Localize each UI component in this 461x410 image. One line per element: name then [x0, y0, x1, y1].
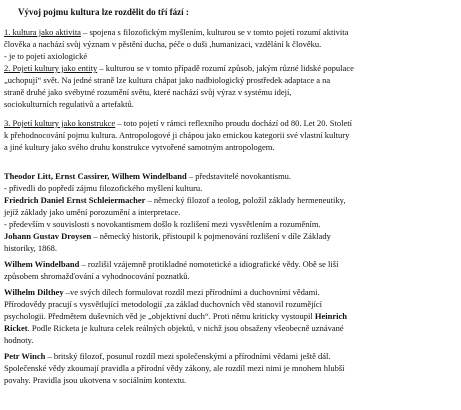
- section3-heading: 3. Pojetí kultury jako konstrukce: [4, 118, 116, 128]
- theorist2-name: Friedrich Daniel Ernst Schleiermacher: [4, 195, 146, 205]
- theorist3-line2: historiky, 1868.: [4, 243, 58, 253]
- theorist5-line2: Přírodovědy pracují s vysvětlující metodologií ,za základ duchovních věd stanovil rozumějící: [4, 299, 322, 309]
- theorist3-text: – německý historik, přistoupil k pojmenování rozlišení v díle Základy: [91, 231, 331, 241]
- theorist6-line3: povahy. Pravidla jsou ukotvena v sociálním kontextu.: [4, 375, 187, 385]
- theorist4-line1: [4, 258, 457, 270]
- heinrich-name: Heinrich: [314, 311, 348, 321]
- theorist2-text: – německý filozof a teolog, položil základy hermeneutiky,: [145, 195, 346, 205]
- section2-line1: [4, 62, 457, 74]
- section1-heading: 1. kultura jako aktivita: [4, 27, 81, 37]
- theorist5-name: Wilhelm Dilthey: [4, 287, 64, 297]
- theorist2-line2: jejíž základy jako umění porozumění a interpretace.: [4, 207, 181, 217]
- theorist2-line3: - především v souvislosti s novokantismem došlo k rozlišení mezi vysvětlením a rozuměním.: [4, 219, 321, 229]
- section2-line1-text: – kulturou se v tomto případě rozumí způsob, jakým různé lidské populace: [97, 63, 354, 73]
- section2-heading: 2. Pojetí kultury jako entity: [4, 63, 98, 73]
- theorist3-line1: [4, 230, 457, 242]
- theorist5-line1: [4, 286, 457, 298]
- section2-line2: „uchopují“ svět. Na jedné straně lze kultura chápat jako nadbiologický prostředek adaptace a na: [4, 75, 331, 85]
- theorist4-line2: způsobem shromažďování a vyhodnocování poznatků.: [4, 271, 190, 281]
- theorist6-line1: [4, 350, 457, 362]
- section1-line1-text: – spojena s filozofickým myšlením, kulturou se v tomto pojetí rozumí aktivita: [80, 27, 349, 37]
- theorist5-line5: hodnoty.: [4, 335, 34, 345]
- theorist1-text: – představitelé novokantismu.: [186, 171, 292, 181]
- section3-line3: a jiné kultury jako svého druhu konstrukce vytvořené samotným antropologem.: [4, 142, 275, 152]
- section1-line1: [4, 26, 457, 38]
- theorist1-names: Theodor Litt, Ernst Cassirer, Wilhem Windelband: [4, 171, 187, 181]
- theorist5-text: –ve svých dílech formulovat rozdíl mezi přírodními a duchovními vědami.: [63, 287, 320, 297]
- ricket-name: Ricket: [4, 323, 28, 333]
- theorist5-line3: [4, 310, 457, 322]
- section2-line3: straně druhé jako svébytné rozumění světu, které nachází svůj výraz v systému idejí,: [4, 87, 292, 97]
- section3-line1: [4, 117, 457, 129]
- theorist3-name: Johann Gustav Droysen: [4, 231, 92, 241]
- section3-line2: k přehodnocování pojmu kultura. Antropologové ji chápou jako emickou kategorii své vlastní kultury: [4, 130, 350, 140]
- page-title: Vývoj pojmu kultura lze rozdělit do tří fází :: [18, 7, 189, 17]
- theorist2-line1: [4, 194, 457, 206]
- theorist1-line1: [4, 170, 457, 182]
- section1-line2: člověka a nachází svůj význam v pěstění ducha, péče o duši ,humanizaci, vzdělání k člověku.: [4, 39, 322, 49]
- theorist4-text: – rozlišil vzájemně protikladné nomotetické a idiografické vědy. Obě se liší: [79, 259, 339, 269]
- theorist5-line3-text: psychologii. Předmětem duševních věd je „objektivní duch“. Proti němu kriticky vystoupil: [4, 311, 315, 321]
- theorist5-line4: [4, 322, 457, 334]
- theorist6-line2: Společenské vědy zkoumají pravidla a přírodní vědy zákony, ale rozdíl mezi nimi je mnohem hlubší: [4, 363, 345, 373]
- theorist5-line4-text: . Podle Ricketa je kultura celek reálných objektů, v nichž jsou obsaženy všeobecně uznávané: [27, 323, 344, 333]
- theorist6-name: Petr Winch: [4, 351, 46, 361]
- section3-line1-text: – toto pojetí v rámci reflexního proudu dochází od 80. Let 20. Století: [115, 118, 352, 128]
- theorist1-line2: - přivedli do popředí zájmu filozofického myšlení kulturu.: [4, 183, 203, 193]
- section2-line4: sociokulturních regulativů a artefaktů.: [4, 99, 134, 109]
- section1-line3: - je to pojetí axiologické: [4, 51, 88, 61]
- theorist4-name: Wilhem Windelband: [4, 259, 80, 269]
- theorist6-text: – britský filozof, posunul rozdíl mezi společenskými a přírodními vědami ještě dál.: [45, 351, 331, 361]
